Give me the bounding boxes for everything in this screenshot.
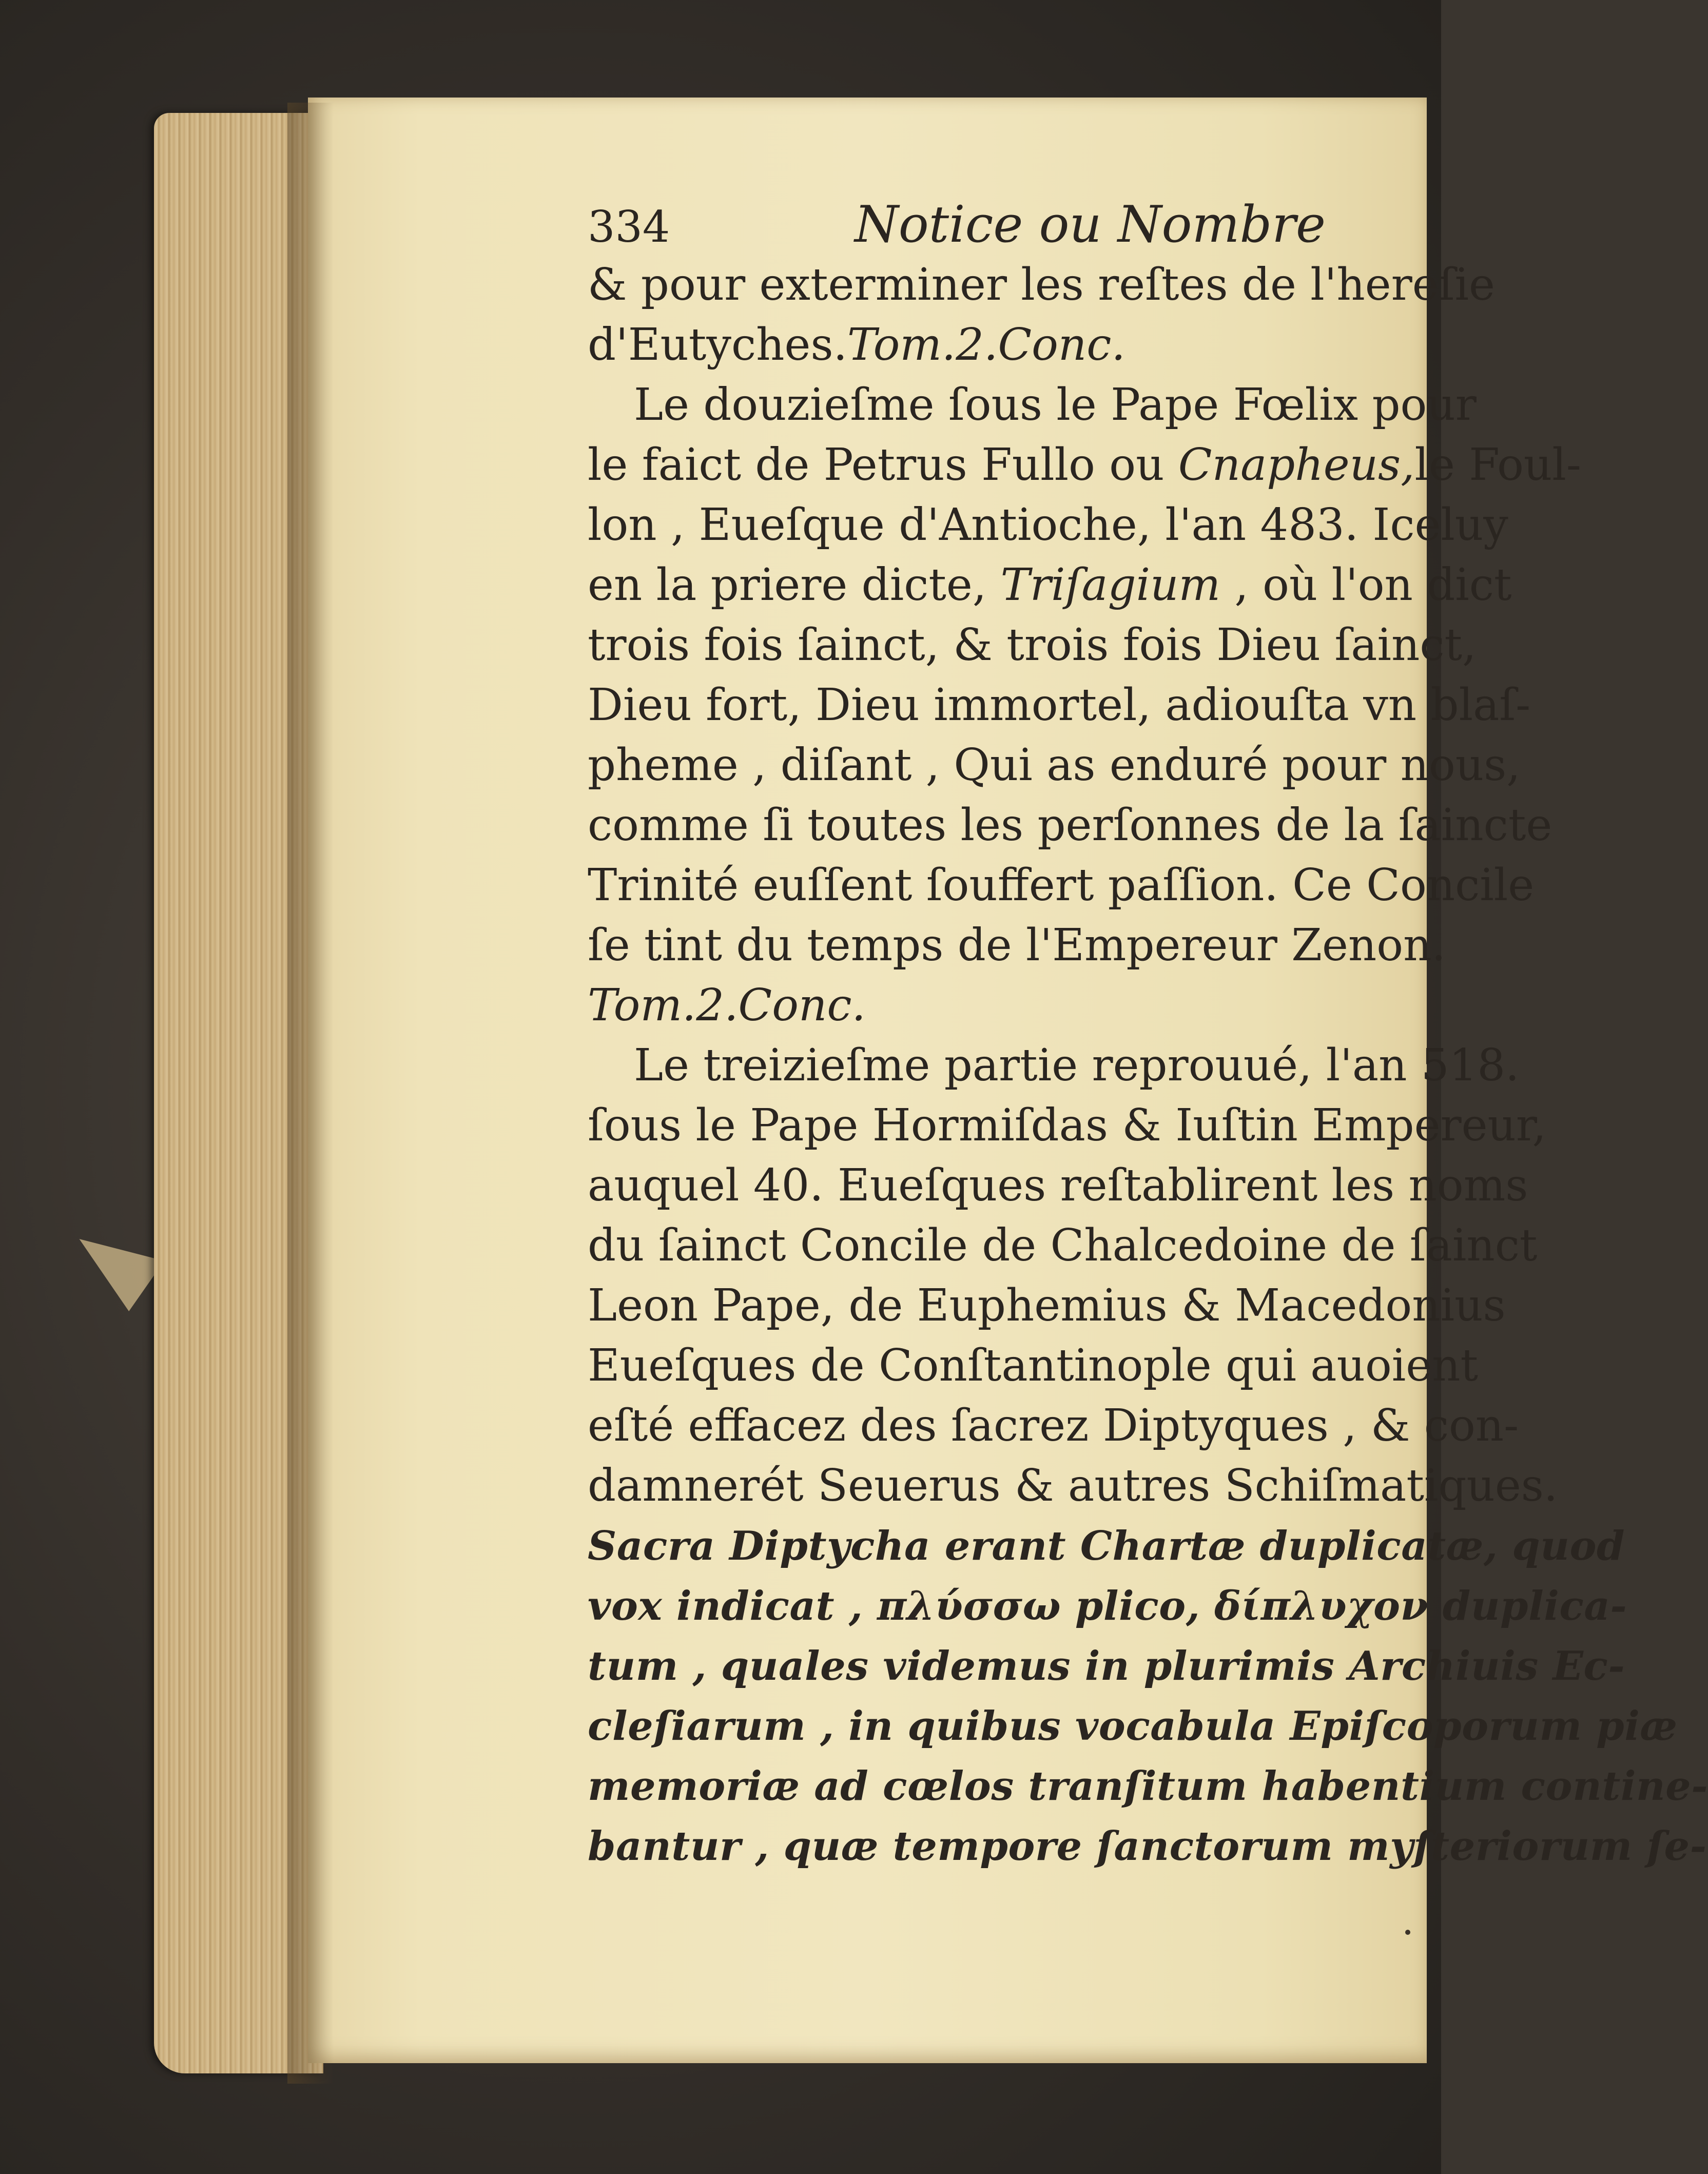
text-line: eſté effacez des ſacrez Diptyques , & con- [588,1400,1519,1451]
latin-line: memoriæ ad cœlos tranſitum habentium contine- [588,1763,1708,1810]
running-head: Notice ou Nombre [855,196,1326,254]
text-line: lon , Eueſque d'Antioche, l'an 483. Iceluy [588,499,1508,551]
citation: Tom.2.Conc. [588,980,866,1031]
text-line: Leon Pape, de Euphemius & Macedonius [588,1280,1506,1331]
text-line: auquel 40. Eueſques reſtablirent les noms [588,1160,1528,1211]
text-line: du ſainct Concile de Chalcedoine de ſainct [588,1220,1538,1271]
gutter-shadow [287,103,334,2084]
text-line: Trinité euſſent ſouffert paſſion. Ce Concile [588,860,1535,911]
text-line: Le douzieſme ſous le Pape Fœlix pour [634,379,1477,431]
text-line: ſe tint du temps de l'Empereur Zenon. [588,920,1446,971]
text-line: Le treizieſme partie reprouué, l'an 518. [634,1040,1520,1091]
text-line: le faict de Petrus Fullo ou Cnapheus,le Foul- [588,439,1581,491]
text-line: en la priere dicte, Triſagium , où l'on dict [588,559,1512,611]
text-line: pheme , diſant , Qui as enduré pour nous, [588,740,1521,791]
page-header [588,195,1419,255]
ink-speck [1405,1930,1410,1935]
text-line: trois fois ſainct, & trois fois Dieu ſainct, [588,619,1477,671]
latin-line: Sacra Diptycha erant Chartæ duplicatæ, quod [588,1523,1625,1569]
latin-line: vox indicat , πλύσσω plico, δίπλυχον duplica- [588,1583,1627,1629]
page-number: 334 [588,202,670,252]
latin-line: bantur , quæ tempore ſanctorum myſteriorum ſe- [588,1823,1707,1870]
latin-line: tum , quales videmus in plurimis Archiuis Ec- [588,1643,1625,1690]
text-line: ſous le Pape Hormiſdas & Iuſtin Empereur, [588,1100,1546,1151]
text-line: Eueſques de Conſtantinople qui auoient [588,1340,1479,1391]
text-line: comme ſi toutes les perſonnes de la ſaincte [588,800,1552,851]
text-line: damnerét Seuerus & autres Schiſmatiques. [588,1460,1558,1511]
text-line: d'Eutyches.Tom.2.Conc. [588,319,1125,371]
citation: Tom.2.Conc. [847,319,1125,371]
text-line: & pour exterminer les reſtes de l'hereſie [588,259,1495,310]
page-text [588,195,1708,1876]
text-line: Dieu fort, Dieu immortel, adiouſta vn blaſ- [588,680,1531,731]
latin-line: cleſiarum , in quibus vocabula Epiſcoporum piæ [588,1703,1678,1750]
